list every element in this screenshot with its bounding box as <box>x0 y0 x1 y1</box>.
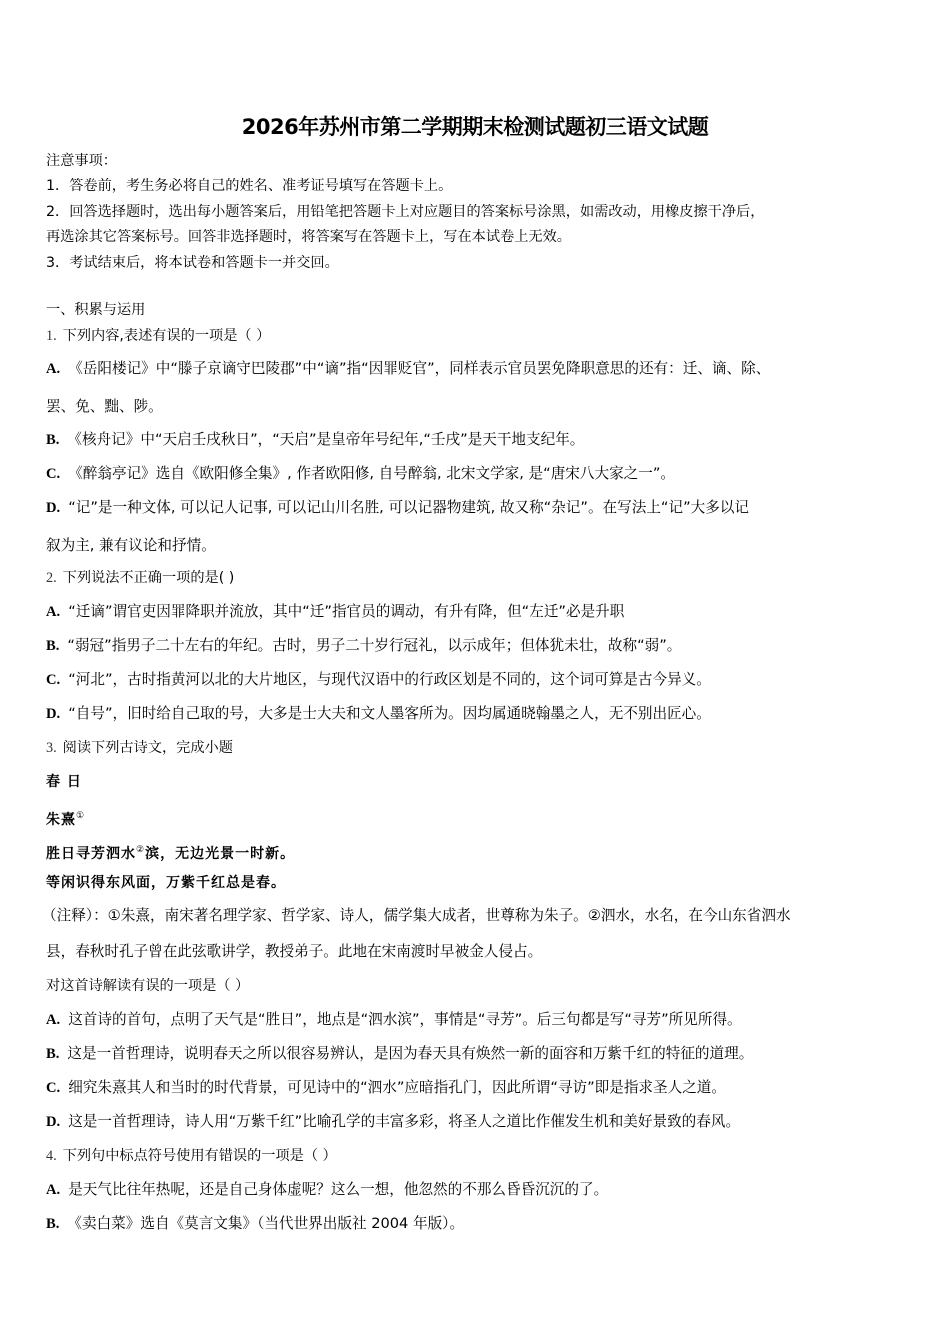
notice-heading: 注意事项： <box>46 153 117 169</box>
option-label: D. <box>46 500 61 516</box>
option-text: 《醉翁亭记》选自《欧阳修全集》, 作者欧阳修, 自号醉翁, 北宋文学家, 是“唐宋八大家之一”。 <box>68 465 676 482</box>
option-label: A. <box>46 604 61 620</box>
q1-option-c <box>46 464 675 484</box>
option-label: B. <box>46 432 60 448</box>
option-text: “河北”，古时指黄河以北的大片地区，与现代汉语中的行政区划是不同的，这个词可算是古今异义。 <box>68 671 711 688</box>
option-text: 细究朱熹其人和当时的时代背景，可见诗中的“泗水”应暗指孔门，因此所谓“寻访”即是指求圣人之道。 <box>68 1079 726 1096</box>
notice-item: 再选涂其它答案标号。回答非选择题时，将答案写在答题卡上，写在本试卷上无效。 <box>46 229 571 245</box>
q1-option-a <box>46 359 770 379</box>
question-number: 1. <box>46 328 57 344</box>
q1-option-b <box>46 430 584 450</box>
q3-option-d <box>46 1112 740 1132</box>
option-label: A. <box>46 1182 61 1198</box>
option-label: B. <box>46 638 60 654</box>
option-text: 这是一首哲理诗，诗人用“万紫千红”比喻孔学的丰富多彩，将圣人之道比作催发生机和美好景致的春风。 <box>68 1113 741 1130</box>
option-text: 《核舟记》中“天启壬戌秋日”，“天启”是皇帝年号纪年,“壬戌”是天干地支纪年。 <box>67 431 585 448</box>
q2-option-b <box>46 636 681 656</box>
section-heading: 一、积累与运用 <box>46 302 146 318</box>
option-text: 《岳阳楼记》中“滕子京谪守巴陵郡”中“谪”指“因罪贬官”，同样表示官员罢免降职意思的还有：迁、谪、除、 <box>68 360 771 377</box>
q2-option-d <box>46 704 711 724</box>
question-number: 4. <box>46 1148 57 1164</box>
poem-line-2: 等闲识得东风面，万紫千红总是春。 <box>46 875 286 891</box>
q1-option-d <box>46 498 749 518</box>
option-text: “自号”，旧时给自己取的号，大多是士大夫和文人墨客所为。因均属通晓翰墨之人，无不别出匠心。 <box>68 705 711 722</box>
q4-option-b <box>46 1214 464 1234</box>
footnote-marker: ① <box>76 811 86 821</box>
question-number: 2. <box>46 570 57 586</box>
question-4-stem <box>46 1146 337 1166</box>
q2-option-c <box>46 670 711 690</box>
option-label: B. <box>46 1216 60 1232</box>
option-text: 这首诗的首句，点明了天气是“胜日”，地点是“泗水滨”，事情是“寻芳”。后三句都是写“寻芳”所见所得。 <box>68 1011 742 1028</box>
option-label: C. <box>46 672 61 688</box>
option-text: 这是一首哲理诗，说明春天之所以很容易辨认，是因为春天具有焕然一新的面容和万紫千红的特征的道理。 <box>67 1045 754 1062</box>
option-text: 《卖白菜》选自《莫言文集》（当代世界出版社 2004 年版）。 <box>67 1215 465 1232</box>
q1-option-d-cont: 叙为主, 兼有议论和抒情。 <box>46 537 216 554</box>
q3-option-c <box>46 1078 726 1098</box>
notice-item: 2．回答选择题时，选出每小题答案后，用铅笔把答题卡上对应题目的答案标号涂黑，如需改动，用橡皮擦干净后， <box>46 204 765 220</box>
page-title: 2026年苏州市第二学期期末检测试题初三语文试题 <box>241 115 709 139</box>
question-number: 3. <box>46 740 57 756</box>
poem-line-1 <box>46 840 295 864</box>
option-label: B. <box>46 1046 60 1062</box>
option-label: D. <box>46 1114 61 1130</box>
footnote-marker: ② <box>136 845 146 855</box>
option-label: A. <box>46 361 61 377</box>
q1-option-a-cont: 罢、免、黜、陟。 <box>46 398 163 415</box>
question-1-stem <box>46 326 270 346</box>
poem-notes: （注释）：①朱熹，南宋著名理学家、哲学家、诗人，儒学集大成者，世尊称为朱子。②泗水，水名，在今山东省泗水 <box>42 907 791 924</box>
author-name: 朱熹 <box>46 812 76 828</box>
question-text: 下列说法不正确一项的是( ) <box>62 570 235 586</box>
poem-text: 胜日寻芳泗水 <box>46 846 136 862</box>
option-text: “弱冠”指男子二十左右的年纪。古时，男子二十岁行冠礼，以示成年；但体犹未壮，故称“弱”。 <box>67 637 682 654</box>
q2-option-a <box>46 602 624 622</box>
q4-option-a <box>46 1180 608 1200</box>
option-label: C. <box>46 1080 61 1096</box>
option-text: “迁谪”谓官吏因罪降职并流放，其中“迁”指官员的调动，有升有降，但“左迁”必是升职 <box>68 603 625 620</box>
poem-title: 春 日 <box>46 774 82 790</box>
q3-option-a <box>46 1010 742 1030</box>
option-label: D. <box>46 706 61 722</box>
option-label: A. <box>46 1012 61 1028</box>
poem-author <box>46 806 85 830</box>
option-label: C. <box>46 466 61 482</box>
option-text: “记”是一种文体, 可以记人记事, 可以记山川名胜, 可以记器物建筑, 故又称“杂记”。在写法上“记”大多以记 <box>68 499 750 516</box>
question-3-sub-stem: 对这首诗解读有误的一项是（ ） <box>46 978 250 994</box>
poem-text: 滨，无边光景一时新。 <box>145 846 296 862</box>
question-text: 阅读下列古诗文，完成小题 <box>62 740 233 756</box>
notice-item: 1．答卷前，考生务必将自己的姓名、准考证号填写在答题卡上。 <box>46 178 453 194</box>
question-text: 下列句中标点符号使用有错误的一项是（ ） <box>62 1148 337 1164</box>
option-text: 是天气比往年热呢，还是自己身体虚呢？这么一想，他忽然的不那么昏昏沉沉的了。 <box>68 1181 609 1198</box>
question-text: 下列内容,表述有误的一项是（ ） <box>62 328 271 344</box>
q3-option-b <box>46 1044 753 1064</box>
question-3-stem <box>46 738 233 758</box>
poem-notes-cont: 县，春秋时孔子曾在此弦歌讲学，教授弟子。此地在宋南渡时早被金人侵占。 <box>46 943 543 960</box>
notice-item: 3．考试结束后，将本试卷和答题卡一并交回。 <box>46 255 339 271</box>
question-2-stem <box>46 568 234 588</box>
